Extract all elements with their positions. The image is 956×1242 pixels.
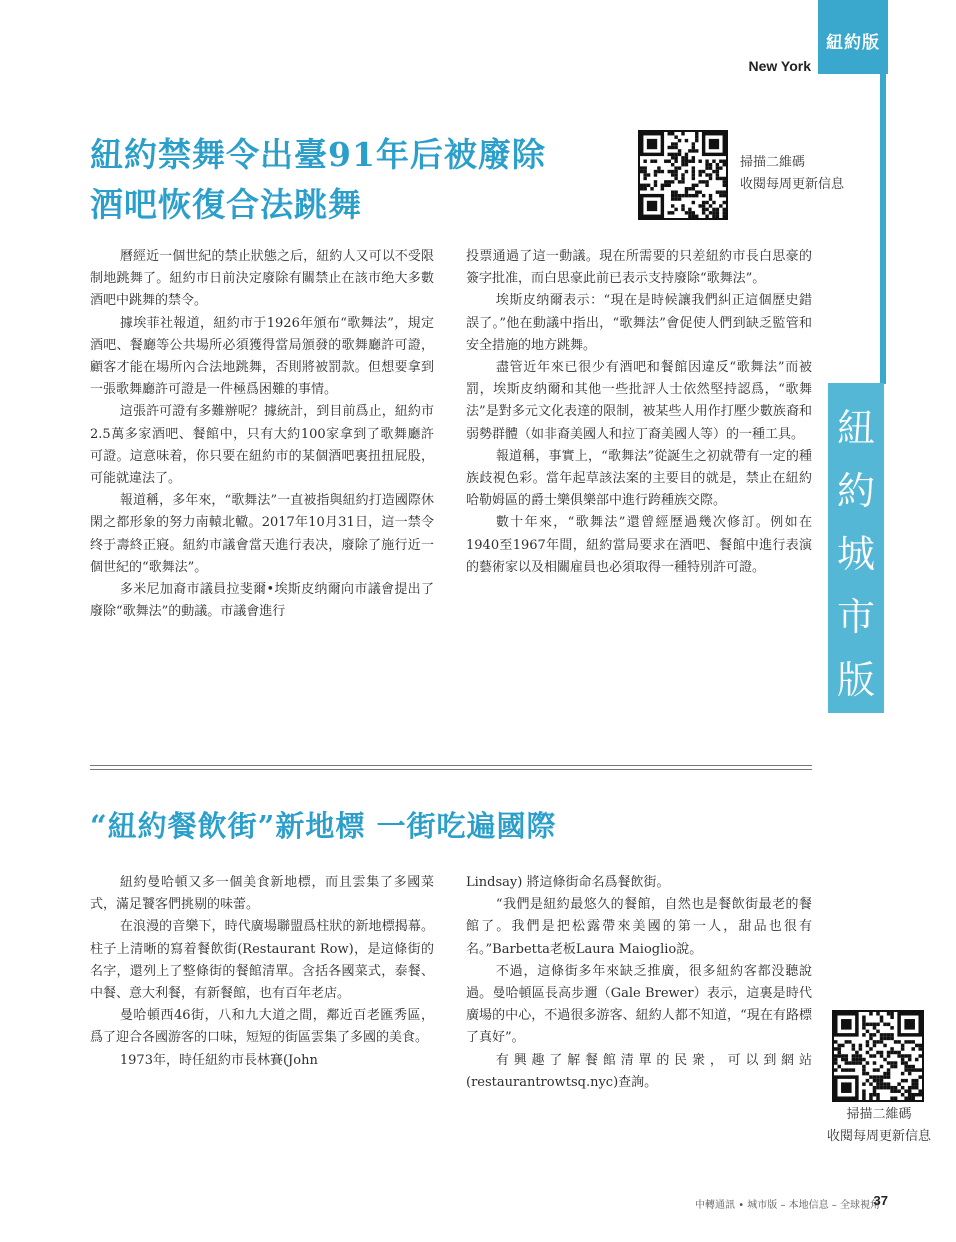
article2-paragraph: Lindsay) 將這條街命名爲餐飲街。 bbox=[466, 875, 670, 890]
qr-code-2 bbox=[832, 1010, 924, 1102]
article2-paragraph: 紐約曼哈頓又多一個美食新地標，而且雲集了多國菜式，滿足饕客們挑剔的味蕾。 bbox=[90, 875, 434, 913]
article1-paragraph: 這張許可證有多難辦呢？據統計，到目前爲止，紐約市2.5萬多家酒吧、餐館中，只有大約100家拿到了歌舞廳許可證。這意味着，你只要在紐約市的某個酒吧裏扭扭屁股，可能就違法了。 bbox=[90, 404, 434, 487]
side-section-label: 紐 約 城 市 版 bbox=[836, 406, 875, 702]
page-number: 37 bbox=[873, 1193, 888, 1208]
article2-paragraph: 不過，這條街多年來缺乏推廣，很多紐約客都没聽說過。曼哈頓區長高步邇（Gale Brewer）表示，這裏是時代廣場的中心，不過很多游客、紐約人都不知道，“現在有路標了真好”。 bbox=[466, 963, 812, 1046]
side-section-tab bbox=[828, 383, 884, 713]
qr-caption-2-line2: 收閱每周更新信息 bbox=[826, 1129, 931, 1144]
article1-paragraph: 報道稱，事實上，“歌舞法”從誕生之初就帶有一定的種族歧視色彩。當年起草該法案的主要目的就是，禁止在紐約哈勒姆區的爵士樂俱樂部中進行跨種族交際。 bbox=[466, 448, 812, 509]
article1-paragraph: 報道稱，多年來，“歌舞法”一直被指與紐約打造國際休閑之都形象的努力南轅北轍。2017年10月31日，這一禁令终于壽終正寢。紐約市議會當天進行表决，廢除了施行近一個世紀的“歌舞法”。 bbox=[90, 493, 434, 575]
article2-paragraph: “我們是紐約最悠久的餐館，自然也是餐飲街最老的餐館了。我們是把松露帶來美國的第一人，甜品也很有名。”Barbetta老板Laura Maioglio說。 bbox=[466, 897, 812, 957]
article1-paragraph: 埃斯皮纳爾表示：“現在是時候讓我們糾正這個歷史錯誤了。”他在動議中指出，“歌舞法”會促使人們到缺乏監管和安全措施的地方跳舞。 bbox=[466, 293, 812, 353]
footer-text: 中轉通訊 • 城市版 – 本地信息 – 全球視角 bbox=[695, 1200, 880, 1211]
edition-tab bbox=[818, 0, 888, 74]
article2-right-column bbox=[466, 872, 812, 1094]
section-divider-top bbox=[90, 765, 812, 766]
article2-paragraph: 有興趣了解餐館清單的民衆，可以到網站(restaurantrowtsq.nyc)查詢。 bbox=[466, 1052, 812, 1090]
article2-title: “紐約餐飲街”新地標 一街吃遍國際 bbox=[90, 809, 557, 843]
article2-paragraph: 曼哈頓西46街，八和九大道之間，鄰近百老匯秀區，爲了迎合各國游客的口味，短短的街區雲集了多國的美食。 bbox=[90, 1008, 434, 1046]
article1-right-column bbox=[466, 246, 812, 579]
article2-paragraph: 1973年，時任紐約市長林賽(John bbox=[119, 1052, 318, 1068]
side-accent-bar bbox=[880, 74, 886, 384]
edition-label: 紐約版 bbox=[826, 33, 880, 53]
qr-caption-2-line1: 掃描二維碼 bbox=[846, 1107, 912, 1122]
article1-paragraph: 數十年來，“歌舞法”還曾經歷過幾次修訂。例如在1940至1967年間，紐約當局要求在酒吧、餐館中進行表演的藝術家以及相關雇員也必須取得一種特別許可證。 bbox=[466, 515, 812, 575]
article1-paragraph: 多米尼加裔市議員拉斐爾•埃斯皮纳爾向市議會提出了廢除“歌舞法”的動議。市議會進行 bbox=[90, 582, 434, 620]
article1-paragraph: 曆經近一個世紀的禁止狀態之后，紐約人又可以不受限制地跳舞了。紐約市日前決定廢除有關禁止在該市绝大多數酒吧中跳舞的禁令。 bbox=[90, 249, 434, 309]
article2-paragraph: 在浪漫的音樂下，時代廣場聯盟爲柱狀的新地標揭幕。柱子上清晰的寫着餐飲街(Restaurant Row)，是這條街的名字，還列上了整條街的餐館清單。含括各國菜式，泰餐、中餐、意大利餐，有新餐館，也有百年老店。 bbox=[90, 919, 434, 1002]
qr-caption-2 bbox=[812, 1104, 946, 1148]
article1-paragraph: 投票通過了這一動議。現在所需要的只差紐約市長白思豪的簽字批准，而白思豪此前已表示支持廢除“歌舞法”。 bbox=[466, 249, 812, 287]
section-divider-bottom bbox=[90, 769, 812, 770]
article1-paragraph: 盡管近年來已很少有酒吧和餐館因違反“歌舞法”而被罰，埃斯皮纳爾和其他一些批評人士依然堅持認爲，“歌舞法”是對多元文化表達的限制，被某些人用作打壓少數族裔和弱勢群體（如非裔美國人和拉丁裔美國人等）的一種工具。 bbox=[466, 360, 812, 442]
article1-left-column bbox=[90, 246, 434, 623]
qr-caption-1 bbox=[740, 152, 844, 196]
qr-code-1 bbox=[638, 130, 728, 220]
article1-paragraph: 據埃菲社報道，紐約市于1926年頒布“歌舞法”，規定酒吧、餐廳等公共場所必須獲得當局頒發的歌舞廳許可證，顧客才能在場所內合法地跳舞，否則將被罰款。但想要拿到一張歌舞廳許可證是一件極爲困難的事情。 bbox=[90, 315, 434, 398]
city-label: New York bbox=[748, 58, 811, 74]
qr-caption-1-line1: 掃描二維碼 bbox=[740, 155, 806, 170]
article1-title bbox=[90, 130, 546, 230]
article1-title-line1: 紐約禁舞令出臺91年后被廢除 bbox=[90, 135, 546, 174]
article1-title-line2: 酒吧恢復合法跳舞 bbox=[90, 185, 362, 224]
article2-left-column bbox=[90, 872, 434, 1072]
qr-caption-1-line2: 收閱每周更新信息 bbox=[740, 177, 845, 192]
